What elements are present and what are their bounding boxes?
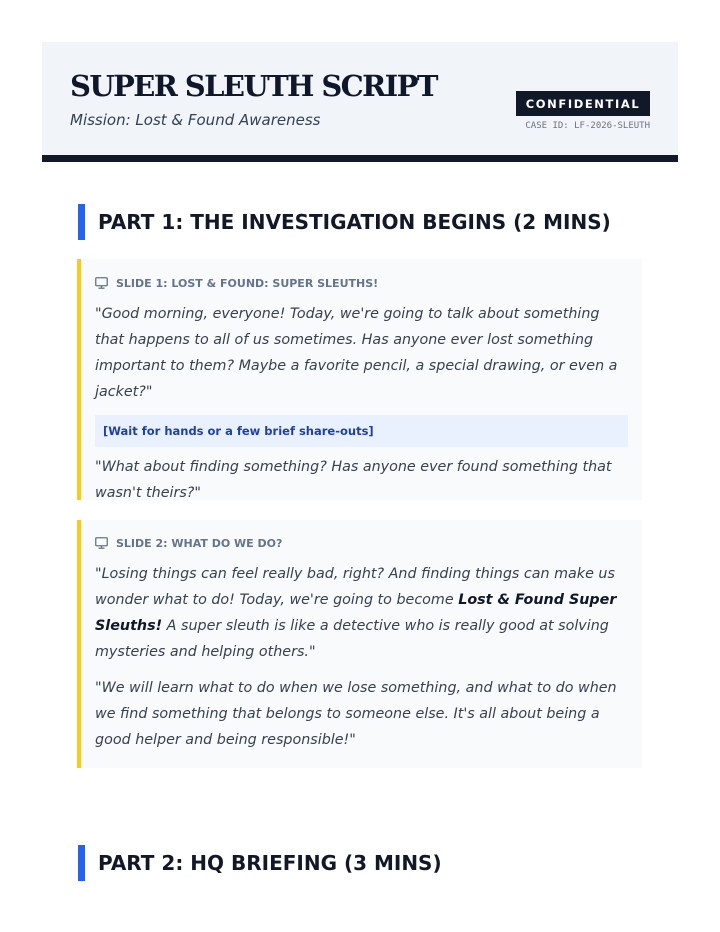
- slide-1-quote-2: "What about finding something? Has anyone ever found something that wasn't theirs?": [95, 459, 612, 501]
- monitor-icon: [95, 277, 108, 289]
- slide-1-card: [77, 259, 642, 500]
- monitor-icon: [95, 537, 108, 549]
- document-title: SUPER SLEUTH SCRIPT: [70, 69, 437, 103]
- slide-1-header: [95, 274, 628, 292]
- slide-1-cue: [Wait for hands or a few brief share-outs]: [95, 415, 628, 447]
- slide-2-quote-1-emphasis: Lost & Found Super Sleuths!: [95, 592, 617, 634]
- slide-2-label: SLIDE 2: WHAT DO WE DO?: [116, 536, 283, 550]
- slide-2-quote-1-end: A super sleuth is like a detective who is really good at solving mysteries and helping others.": [95, 618, 609, 660]
- slide-2-header: [95, 534, 628, 552]
- case-id: CASE ID: LF-2026-SLEUTH: [525, 121, 650, 131]
- slide-1-label: SLIDE 1: LOST & FOUND: SUPER SLEUTHS!: [116, 276, 379, 290]
- slide-2-card: [77, 520, 642, 768]
- document-subtitle: Mission: Lost & Found Awareness: [70, 111, 321, 129]
- slide-2-quote-1: [95, 561, 628, 665]
- slide-1-quote-1: "Good morning, everyone! Today, we're going to talk about something that happens to all of us sometimes. Has anyone ever lost something important to them? Maybe a favorite pencil, a special drawing, or even a jacket?": [95, 306, 618, 400]
- document-header: [42, 42, 678, 162]
- slide-2-quote-1-start: "Losing things can feel really bad, right? And finding things can make us wonder what to do! Today, we're going to become: [95, 566, 615, 608]
- slide-2-quote-2: "We will learn what to do when we lose something, and what to do when we find something that belongs to someone else. It's all about being a good helper and being responsible!": [95, 680, 617, 748]
- part-2-heading: PART 2: HQ BRIEFING (3 MINS): [78, 845, 442, 881]
- part-1-heading: PART 1: THE INVESTIGATION BEGINS (2 MINS): [78, 204, 611, 240]
- confidential-badge: CONFIDENTIAL: [516, 91, 650, 116]
